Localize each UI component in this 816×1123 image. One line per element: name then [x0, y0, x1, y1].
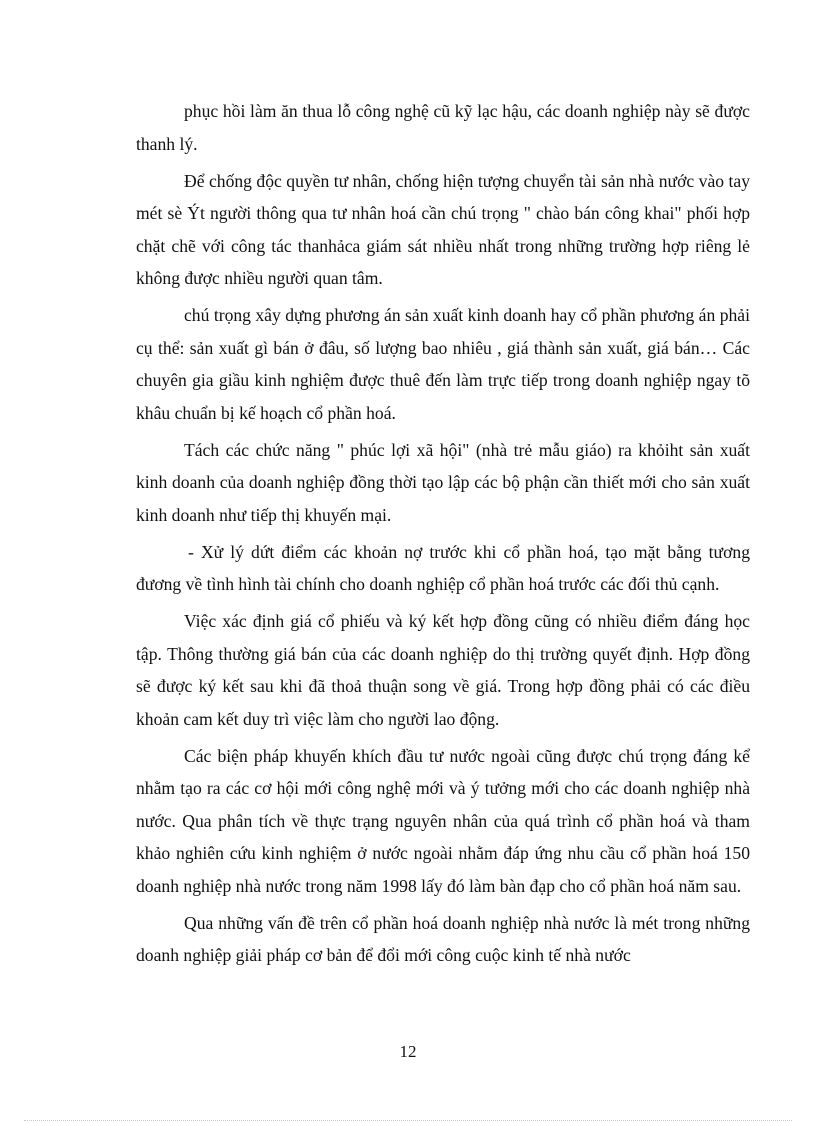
body-text	[136, 95, 750, 976]
paragraph-4: Tách các chức năng " phúc lợi xã hội" (nhà trẻ mẫu giáo) ra khỏiht sản xuất kinh doanh của doanh nghiệp đồng thời tạo lập các bộ phận cần thiết mới cho sản xuất kinh doanh như tiếp thị khuyến mại.	[136, 439, 750, 525]
paragraph-7: Các biện pháp khuyến khích đầu tư nước ngoài cũng được chú trọng đáng kể nhằm tạo ra các cơ hội mới công nghệ mới và ý tưởng mới cho các doanh nghiệp nhà nước. Qua phân tích về thực trạng nguyên nhân của quá trình cổ phần hoá và tham khảo nghiên cứu kinh nghiệm ở nước ngoài nhằm đáp ứng nhu cầu cổ phần hoá 150 doanh nghiệp nhà nước trong năm 1998 lấy đó làm bàn đạp cho cổ phần hoá năm sau.	[136, 745, 750, 896]
page-bottom-divider	[24, 1120, 792, 1121]
paragraph-6: Việc xác định giá cổ phiếu và ký kết hợp đồng cũng có nhiều điểm đáng học tập. Thông thường giá bán của các doanh nghiệp do thị trường quyết định. Hợp đồng sẽ được ký kết sau khi đã thoả thuận song về giá. Trong hợp đồng phải có các điều khoản cam kết duy trì việc làm cho người lao động.	[136, 611, 750, 729]
paragraph-2: Để chống độc quyền tư nhân, chống hiện tượng chuyển tài sản nhà nước vào tay mét sè Ýt người thông qua tư nhân hoá cần chú trọng " chào bán công khai" phối hợp chặt chẽ với công tác thanhảca giám sát nhiều nhất trong những trường hợp riêng lẻ không được nhiều người quan tâm.	[136, 170, 750, 288]
paragraph-3: chú trọng xây dựng phương án sản xuất kinh doanh hay cổ phần phương án phải cụ thể: sản xuất gì bán ở đâu, số lượng bao nhiêu , giá thành sản xuất, giá bán… Các chuyên gia giầu kinh nghiệm được thuê đến làm trực tiếp trong doanh nghiệp ngay tõ khâu chuẩn bị kế hoạch cổ phần hoá.	[136, 305, 750, 423]
paragraph-1: phục hồi làm ăn thua lỗ công nghệ cũ kỹ lạc hậu, các doanh nghiệp này sẽ được thanh lý.	[136, 101, 750, 154]
paragraph-8: Qua những vấn đề trên cổ phần hoá doanh nghiệp nhà nước là mét trong những doanh nghiệp giải pháp cơ bản để đổi mới công cuộc kinh tế nhà nước	[136, 912, 750, 965]
paragraph-5: - Xử lý dứt điểm các khoản nợ trước khi cổ phần hoá, tạo mặt bằng tương đương về tình hình tài chính cho doanh nghiệp cổ phần hoá trước các đối thủ cạnh.	[136, 541, 750, 594]
page-number: 12	[399, 1042, 417, 1061]
